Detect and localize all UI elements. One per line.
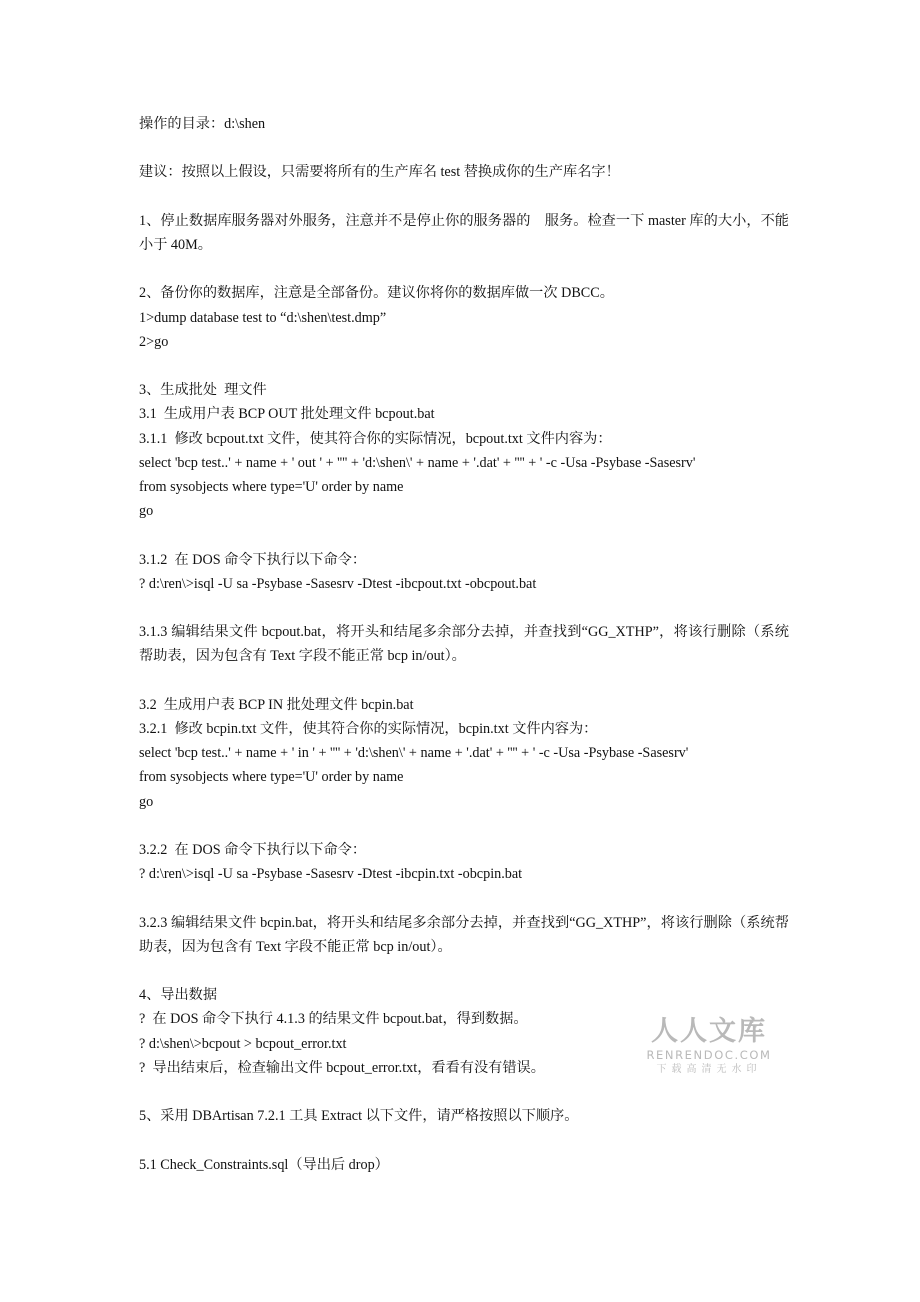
step-3-1-1-sql-line-2: from sysobjects where type='U' order by name bbox=[139, 478, 404, 495]
step-3-2-1-text: 3.2.1 修改 bcpin.txt 文件，使其符合你的实际情况，bcpin.txt 文件内容为： bbox=[139, 720, 598, 737]
step-3-1-1-text: 3.1.1 修改 bcpout.txt 文件，使其符合你的实际情况，bcpout.txt 文件内容为： bbox=[139, 430, 612, 447]
step-4-line-1: ? 在 DOS 命令下执行 4.1.3 的结果文件 bcpout.bat，得到数据。 bbox=[139, 1011, 528, 1028]
step-3-2-2-command: ? d:\ren\>isql -U sa -Psybase -Sasesrv -Dtest -ibcpin.txt -obcpin.bat bbox=[139, 866, 523, 883]
step-3-2-3-text: 3.2.3 编辑结果文件 bcpin.bat，将开头和结尾多余部分去掉，并查找到“GG_XTHP”，将该行删除（系统帮助表，因为包含有 Text 字段不能正常 bcp in/out）。 bbox=[139, 914, 789, 955]
watermark-title: 人人文库 bbox=[651, 1016, 767, 1047]
dir-line: 操作的目录：d:\shen bbox=[139, 116, 266, 132]
step-3-1-1-sql-line-1: select 'bcp test..' + name + ' out ' + '''' + 'd:\shen\' + name + '.dat' + '''' + ' -c -Usa -Psybase -Sasesrv' bbox=[139, 454, 696, 471]
watermark-logo bbox=[645, 1016, 773, 1077]
watermark-url: RENRENDOC.COM bbox=[646, 1048, 772, 1062]
step-3-heading: 3、生成批处 理文件 bbox=[139, 382, 267, 399]
step-4-line-2: ? d:\shen\>bcpout > bcpout_error.txt bbox=[139, 1035, 347, 1052]
step-3-1-2-command: ? d:\ren\>isql -U sa -Psybase -Sasesrv -Dtest -ibcpout.txt -obcpout.bat bbox=[139, 575, 537, 592]
step-3-1-heading: 3.1 生成用户表 BCP OUT 批处理文件 bcpout.bat bbox=[139, 406, 435, 423]
step-3-2-1-go: go bbox=[139, 793, 154, 810]
step-2-command-1: 1>dump database test to “d:\shen\test.dmp” bbox=[139, 309, 387, 326]
step-3-1-1-go: go bbox=[139, 503, 154, 520]
step-5-heading: 5、采用 DBArtisan 7.2.1 工具 Extract 以下文件，请严格按照以下顺序。 bbox=[139, 1108, 579, 1125]
step-3-1-2-text: 3.1.2 在 DOS 命令下执行以下命令： bbox=[139, 551, 367, 568]
step-3-1-3-text: 3.1.3 编辑结果文件 bcpout.bat，将开头和结尾多余部分去掉，并查找到“GG_XTHP”，将该行删除（系统帮助表，因为包含有 Text 字段不能正常 bcp in/out）。 bbox=[139, 624, 789, 665]
step-3-2-1-sql-line-2: from sysobjects where type='U' order by name bbox=[139, 769, 404, 786]
step-4-heading: 4、导出数据 bbox=[139, 987, 218, 1004]
step-3-2-1-sql-line-1: select 'bcp test..' + name + ' in ' + '''' + 'd:\shen\' + name + '.dat' + '''' + ' -c -Usa -Psybase -Sasesrv' bbox=[139, 745, 689, 762]
step-2-command-2: 2>go bbox=[139, 333, 169, 350]
step-2-heading: 2、备份你的数据库，注意是全部备份。建议你将你的数据库做一次 DBCC。 bbox=[139, 285, 614, 302]
watermark-subtitle: 下载高清无水印 bbox=[656, 1064, 762, 1075]
step-5-1-text: 5.1 Check_Constraints.sql（导出后 drop） bbox=[139, 1156, 389, 1173]
step-3-2-heading: 3.2 生成用户表 BCP IN 批处理文件 bcpin.bat bbox=[139, 696, 414, 713]
step-4-line-3: ? 导出结束后，检查输出文件 bcpout_error.txt，看看有没有错误。 bbox=[139, 1059, 545, 1076]
step-3-2-2-text: 3.2.2 在 DOS 命令下执行以下命令： bbox=[139, 841, 367, 858]
advice-line: 建议：按照以上假设，只需要将所有的生产库名 test 替换成你的生产库名字！ bbox=[139, 164, 620, 181]
step-1-text: 1、停止数据库服务器对外服务，注意并不是停止你的服务器的 服务。检查一下 master 库的大小，不能小于 40M。 bbox=[139, 212, 789, 253]
